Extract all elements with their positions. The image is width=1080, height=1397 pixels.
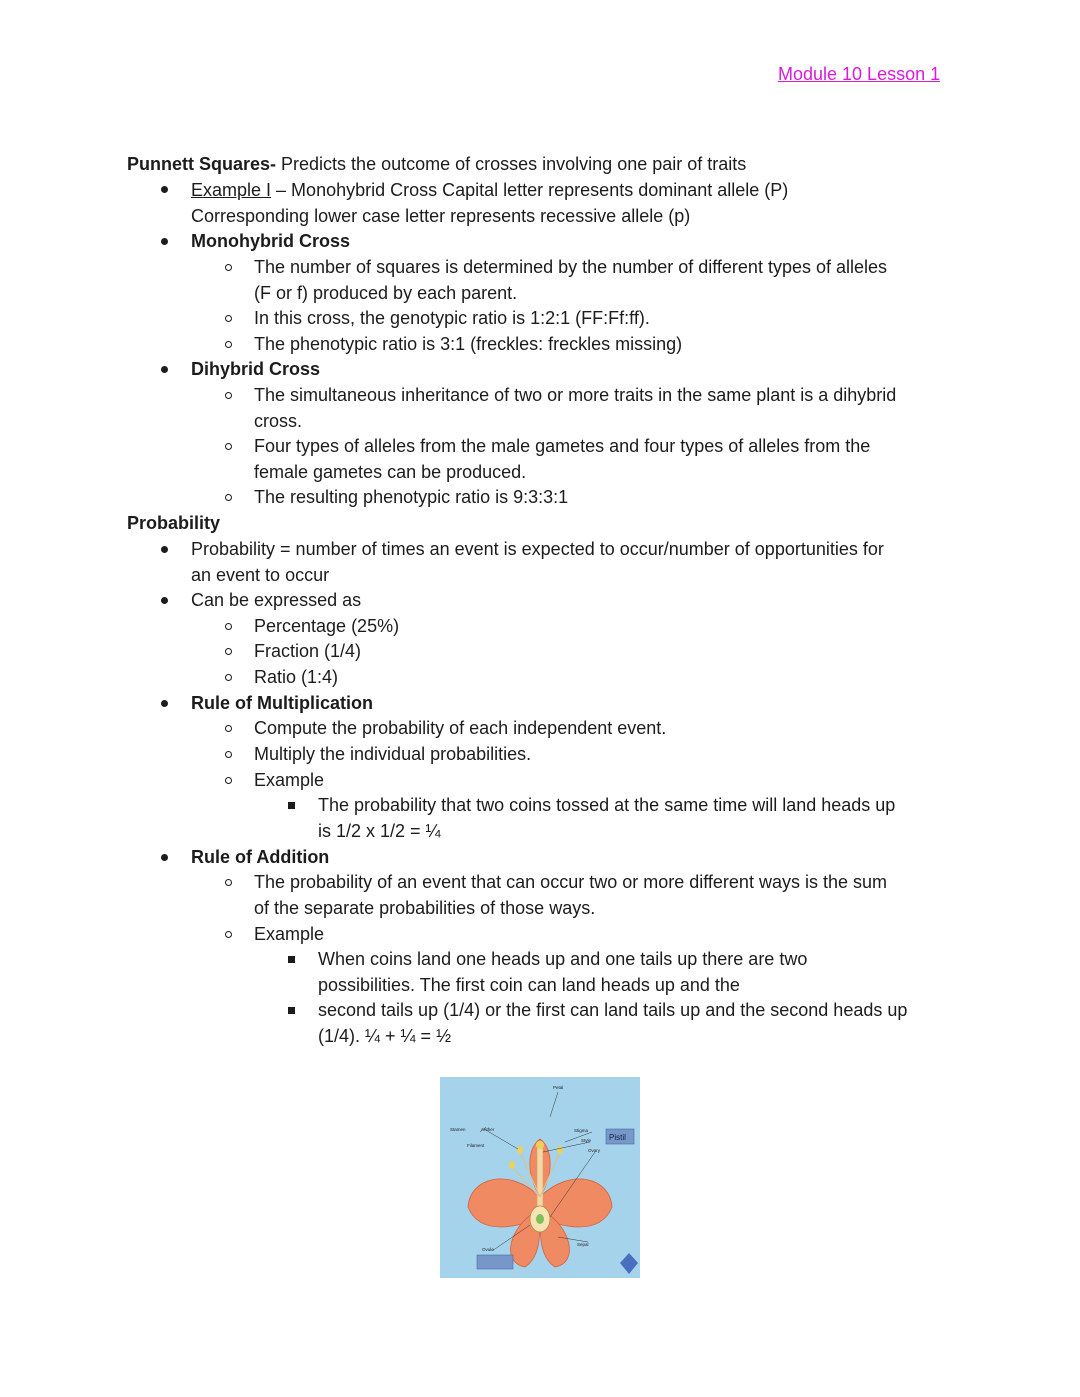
- multiplication-point-2: Multiply the individual probabilities.: [254, 744, 532, 764]
- addition-example-1-cont: possibilities. The first coin can land heads up and the: [318, 975, 740, 995]
- label-stigma: Stigma: [574, 1128, 589, 1133]
- bullet-icon: [161, 854, 168, 861]
- addition-example-2: second tails up (1/4) or the first can land tails up and the second heads up: [318, 1000, 908, 1020]
- label-style: Style: [581, 1138, 592, 1143]
- example-i-link[interactable]: Example I: [191, 180, 272, 200]
- bullet-icon: [161, 546, 168, 553]
- circle-bullet-icon: [225, 341, 232, 348]
- fraction-item: Fraction (1/4): [254, 641, 362, 661]
- flower-diagram: [440, 1077, 640, 1278]
- multiplication-point-1: Compute the probability of each independent event.: [254, 718, 667, 738]
- addition-point-2: Example: [254, 924, 325, 944]
- ratio-item: Ratio (1:4): [254, 667, 339, 687]
- dihybrid-point-1: The simultaneous inheritance of two or more traits in the same plant is a dihybrid: [254, 385, 897, 405]
- addition-point-1: The probability of an event that can occur two or more different ways is the sum: [254, 872, 887, 892]
- dihybrid-point-2: Four types of alleles from the male gametes and four types of alleles from the: [254, 436, 871, 456]
- monohybrid-point-1: The number of squares is determined by the number of different types of alleles: [254, 257, 888, 277]
- circle-bullet-icon: [225, 648, 232, 655]
- monohybrid-point-2: In this cross, the genotypic ratio is 1:2:1 (FF:Ff:ff).: [254, 308, 650, 328]
- square-bullet-icon: [288, 802, 295, 809]
- circle-bullet-icon: [225, 494, 232, 501]
- example-line: [191, 179, 788, 201]
- bullet-icon: [161, 186, 168, 193]
- dihybrid-heading: Dihybrid Cross: [191, 359, 321, 379]
- label-sepal: Sepal: [577, 1242, 589, 1247]
- dihybrid-point-2-cont: female gametes can be produced.: [254, 462, 527, 482]
- label-pistil: Pistil: [609, 1133, 626, 1142]
- monohybrid-point-3: The phenotypic ratio is 3:1 (freckles: freckles missing): [254, 334, 683, 354]
- bullet-icon: [161, 597, 168, 604]
- square-bullet-icon: [288, 956, 295, 963]
- circle-bullet-icon: [225, 879, 232, 886]
- multiplication-example: The probability that two coins tossed at the same time will land heads up: [318, 795, 896, 815]
- circle-bullet-icon: [225, 725, 232, 732]
- example-description: – Monohybrid Cross Capital letter represents dominant allele (P): [271, 180, 789, 200]
- example-line-2: Corresponding lower case letter represents recessive allele (p): [191, 206, 691, 226]
- dihybrid-point-3: The resulting phenotypic ratio is 9:3:3:1: [254, 487, 569, 507]
- circle-bullet-icon: [225, 751, 232, 758]
- circle-bullet-icon: [225, 315, 232, 322]
- bullet-icon: [161, 366, 168, 373]
- circle-bullet-icon: [225, 392, 232, 399]
- label-stamen: Stamen: [450, 1127, 466, 1132]
- addition-example-1: When coins land one heads up and one tails up there are two: [318, 949, 808, 969]
- label-filament: Filament: [467, 1143, 485, 1148]
- label-ovule: Ovule: [482, 1247, 494, 1252]
- multiplication-heading: Rule of Multiplication: [191, 693, 373, 713]
- label-anther: Anther: [481, 1127, 495, 1132]
- monohybrid-heading: Monohybrid Cross: [191, 231, 351, 251]
- monohybrid-point-1-cont: (F or f) produced by each parent.: [254, 283, 518, 303]
- punnett-heading-line: [127, 153, 746, 175]
- probability-definition: Probability = number of times an event is expected to occur/number of opportunities for: [191, 539, 884, 559]
- circle-bullet-icon: [225, 931, 232, 938]
- label-ovary: Ovary: [588, 1148, 601, 1153]
- addition-point-1-cont: of the separate probabilities of those ways.: [254, 898, 596, 918]
- bullet-icon: [161, 238, 168, 245]
- multiplication-point-3: Example: [254, 770, 325, 790]
- circle-bullet-icon: [225, 674, 232, 681]
- circle-bullet-icon: [225, 777, 232, 784]
- circle-bullet-icon: [225, 623, 232, 630]
- bullet-icon: [161, 700, 168, 707]
- expressed-as: Can be expressed as: [191, 590, 362, 610]
- label-petal: Petal: [553, 1085, 564, 1090]
- probability-definition-cont: an event to occur: [191, 565, 330, 585]
- punnett-heading: Punnett Squares-: [127, 154, 277, 174]
- addition-heading: Rule of Addition: [191, 847, 330, 867]
- dihybrid-point-1-cont: cross.: [254, 411, 303, 431]
- punnett-description: Predicts the outcome of crosses involving one pair of traits: [276, 154, 747, 174]
- probability-heading: Probability: [127, 513, 221, 533]
- circle-bullet-icon: [225, 264, 232, 271]
- addition-example-2-cont: (1/4). ¼ + ¼ = ½: [318, 1026, 452, 1046]
- blank-label-box: [477, 1255, 513, 1269]
- square-bullet-icon: [288, 1007, 295, 1014]
- multiplication-example-cont: is 1/2 x 1/2 = ¼: [318, 821, 441, 841]
- percentage-item: Percentage (25%): [254, 616, 400, 636]
- module-lesson-link[interactable]: Module 10 Lesson 1: [778, 64, 941, 84]
- circle-bullet-icon: [225, 443, 232, 450]
